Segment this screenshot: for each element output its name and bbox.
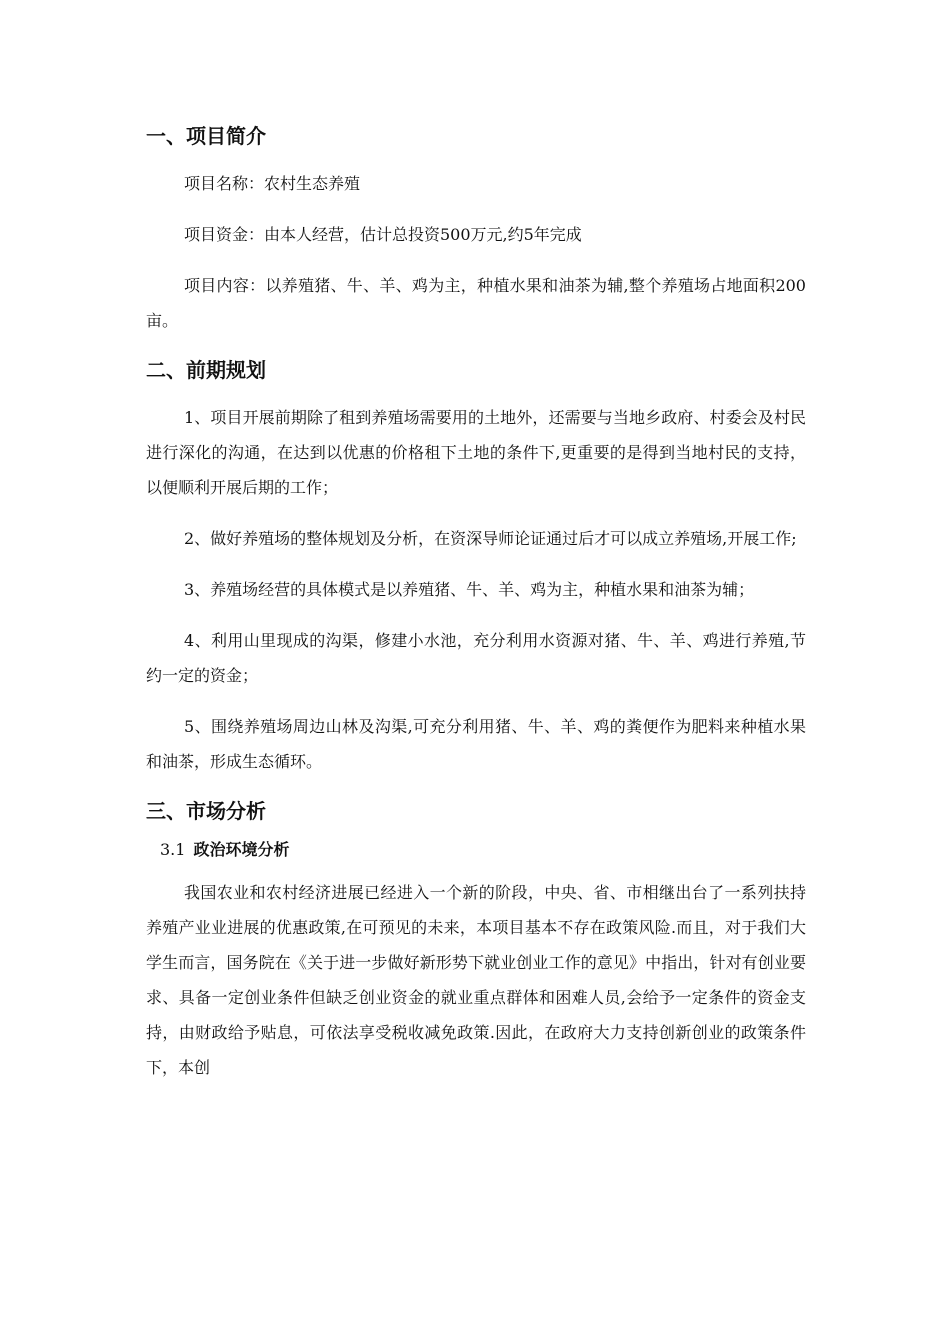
paragraph-project-content: 项目内容：以养殖猪、牛、羊、鸡为主，种植水果和油茶为辅,整个养殖场占地面积200亩。 xyxy=(146,276,806,330)
paragraph-planning-5: 5、围绕养殖场周边山林及沟渠,可充分利用猪、牛、羊、鸡的粪便作为肥料来种植水果和油茶，形成生态循环。 xyxy=(146,717,806,771)
paragraph-planning-1: 1、项目开展前期除了租到养殖场需要用的土地外，还需要与当地乡政府、村委会及村民进行深化的沟通，在达到以优惠的价格租下土地的条件下,更重要的是得到当地村民的支持，以便顺利开展后期的工作； xyxy=(146,408,806,497)
section-heading-early-planning: 二、前期规划 xyxy=(146,358,266,382)
subsection-number: 3.1 xyxy=(160,840,186,859)
section-heading-project-intro: 一、项目简介 xyxy=(146,124,266,148)
section-heading-market-analysis: 三、市场分析 xyxy=(146,799,266,823)
subsection-heading-political-environment xyxy=(146,835,806,865)
paragraph-political-analysis: 我国农业和农村经济进展已经进入一个新的阶段，中央、省、市相继出台了一系列扶持养殖产业业进展的优惠政策,在可预见的未来，本项目基本不存在政策风险.而且，对于我们大学生而言，国务院在《关于进一步做好新形势下就业创业工作的意见》中指出，针对有创业要求、具备一定创业条件但缺乏创业资金的就业重点群体和困难人员,会给予一定条件的资金支持，由财政给予贴息，可依法享受税收减免政策.因此，在政府大力支持创新创业的政策条件下，本创 xyxy=(146,883,806,1077)
paragraph-project-funds: 项目资金：由本人经营，估计总投资500万元,约5年完成 xyxy=(184,225,582,244)
document-body xyxy=(146,118,806,1085)
paragraph-project-name: 项目名称：农村生态养殖 xyxy=(184,174,361,193)
paragraph-planning-2: 2、做好养殖场的整体规划及分析，在资深导师论证通过后才可以成立养殖场,开展工作; xyxy=(184,529,797,548)
paragraph-planning-4: 4、利用山里现成的沟渠，修建小水池，充分利用水资源对猪、牛、羊、鸡进行养殖,节约一定的资金； xyxy=(146,631,806,685)
subsection-title: 政治环境分析 xyxy=(193,840,290,859)
paragraph-planning-3: 3、养殖场经营的具体模式是以养殖猪、牛、羊、鸡为主，种植水果和油茶为辅； xyxy=(184,580,755,599)
